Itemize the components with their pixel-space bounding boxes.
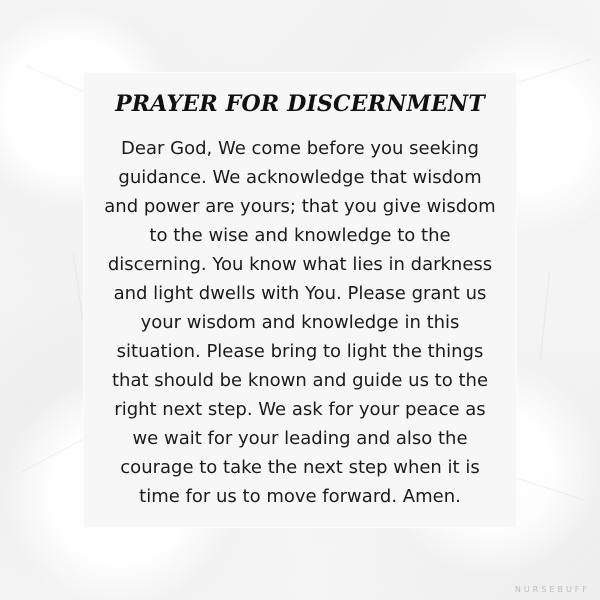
watermark-brand: NURSEBUFF bbox=[514, 585, 590, 594]
prayer-card bbox=[83, 72, 517, 528]
prayer-body: Dear God, We come before you seeking guidance. We acknowledge that wisdom and power are yours; that you give wisdom to the wise and knowledge to the discerning. You know what lies in darkness and light dwells with You. Please grant us your wisdom and knowledge in this situation. Please bring to light the things that should be known and guide us to the right next step. We ask for your peace as we wait for your leading and also the courage to take the next step when it is time for us to move forward. Amen. bbox=[104, 138, 496, 507]
paper-crease bbox=[540, 271, 550, 361]
prayer-title: PRAYER FOR DISCERNMENT bbox=[115, 91, 485, 117]
